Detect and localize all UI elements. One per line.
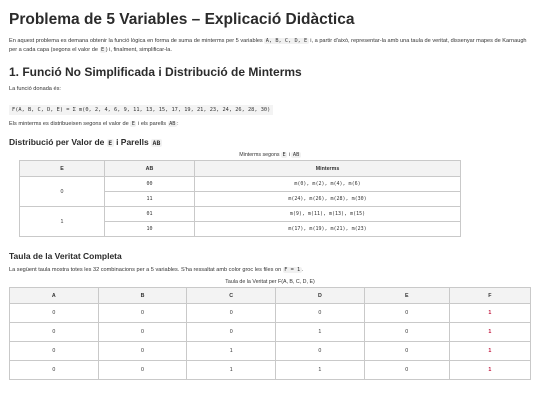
dist-code-e: E <box>131 121 135 127</box>
table-row <box>10 361 531 380</box>
cell-e: 0 <box>364 323 449 342</box>
truth-desc-text-2: . <box>301 267 304 273</box>
header-cell-d: D <box>276 288 365 304</box>
table-header-row <box>10 288 531 304</box>
cell-f: 1 <box>449 361 530 380</box>
cell-a: 0 <box>10 361 99 380</box>
cell-b: 0 <box>98 323 187 342</box>
intro-text-2: i, a partir d'això, representar-la amb una taula de veritat, dissenyar mapes de Karnaugh per a cada capa (segons el valor de <box>9 38 527 53</box>
truth-desc-code-f: F = 1 <box>284 267 301 273</box>
truth-table-heading: Taula de la Veritat Completa <box>9 251 122 261</box>
ab-cell: 10 <box>105 222 195 237</box>
intro-text-1: En aquest problema es demana obtenir la funció lògica en forma de suma de minterms per 5 variables <box>9 38 265 44</box>
page-title: Problema de 5 Variables – Explicació Didàctica <box>9 11 355 28</box>
cell-a: 0 <box>10 342 99 361</box>
dist-heading-code-e: E <box>108 139 113 147</box>
cell-c: 1 <box>187 361 276 380</box>
intro-code-e: E <box>101 47 105 53</box>
dist-caption-text-2: i <box>287 152 292 158</box>
cell-f: 1 <box>449 323 530 342</box>
header-cell-f: F <box>449 288 530 304</box>
dist-text-2: i els parells <box>136 121 168 127</box>
intro-code-variables: A, B, C, D, E <box>265 38 308 44</box>
distribution-heading <box>9 137 531 147</box>
minterms-cell: m(24), m(26), m(28), m(30) <box>195 192 461 207</box>
cell-c: 1 <box>187 342 276 361</box>
cell-b: 0 <box>98 304 187 323</box>
e-value-cell: 0 <box>20 177 105 207</box>
intro-paragraph <box>9 37 531 55</box>
minterms-cell: m(9), m(11), m(13), m(15) <box>195 207 461 222</box>
dist-heading-text-2: i Parells <box>113 137 152 147</box>
minterms-cell: m(17), m(19), m(21), m(23) <box>195 222 461 237</box>
distribution-table-caption <box>9 152 531 158</box>
minterms-cell: m(0), m(2), m(4), m(6) <box>195 177 461 192</box>
function-formula: F(A, B, C, D, E) = Σ m(0, 2, 4, 6, 9, 11, 13, 15, 17, 19, 21, 23, 24, 26, 28, 30) <box>9 105 273 115</box>
section-1-heading: 1. Funció No Simplificada i Distribució de Minterms <box>9 65 302 79</box>
cell-e: 0 <box>364 361 449 380</box>
dist-caption-code-ab: AB <box>292 152 300 158</box>
cell-a: 0 <box>10 323 99 342</box>
dist-text-3: : <box>176 121 179 127</box>
cell-f: 1 <box>449 304 530 323</box>
table-row <box>10 342 531 361</box>
cell-b: 0 <box>98 361 187 380</box>
distribution-table <box>19 160 461 237</box>
table-row <box>20 207 461 222</box>
table-row <box>10 304 531 323</box>
intro-text-3: ) i, finalment, simplificar-la. <box>105 47 172 53</box>
header-cell-a: A <box>10 288 99 304</box>
dist-caption-text-1: Minterms segons <box>239 152 282 158</box>
cell-d: 0 <box>276 342 365 361</box>
cell-d: 1 <box>276 323 365 342</box>
dist-code-ab: AB <box>169 121 176 127</box>
dist-heading-text-1: Distribució per Valor de <box>9 137 107 147</box>
table-row <box>20 177 461 192</box>
cell-a: 0 <box>10 304 99 323</box>
cell-e: 0 <box>364 342 449 361</box>
header-cell-minterms: Minterms <box>195 161 461 177</box>
cell-d: 0 <box>276 304 365 323</box>
ab-cell: 11 <box>105 192 195 207</box>
given-function-label: La funció donada és: <box>9 86 61 92</box>
cell-c: 0 <box>187 323 276 342</box>
cell-e: 0 <box>364 304 449 323</box>
e-value-cell: 1 <box>20 207 105 237</box>
cell-c: 0 <box>187 304 276 323</box>
header-cell-b: B <box>98 288 187 304</box>
truth-table-caption: Taula de la Veritat per F(A, B, C, D, E) <box>225 279 315 285</box>
dist-heading-code-ab: AB <box>152 139 161 147</box>
cell-d: 1 <box>276 361 365 380</box>
table-header-row <box>20 161 461 177</box>
dist-text-1: Els minterms es distribueixen segons el valor de <box>9 121 131 127</box>
distribution-paragraph <box>9 120 531 129</box>
header-cell-ab: AB <box>105 161 195 177</box>
header-cell-e: E <box>20 161 105 177</box>
cell-b: 0 <box>98 342 187 361</box>
dist-caption-code-e: E <box>282 152 286 158</box>
ab-cell: 01 <box>105 207 195 222</box>
truth-desc-text-1: La següent taula mostra totes les 32 combinacions per a 5 variables. S'ha ressaltat amb color groc les files on <box>9 267 283 273</box>
header-cell-e: E <box>364 288 449 304</box>
header-cell-c: C <box>187 288 276 304</box>
truth-table <box>9 287 531 380</box>
truth-table-description <box>9 266 531 275</box>
table-row <box>10 323 531 342</box>
ab-cell: 00 <box>105 177 195 192</box>
cell-f: 1 <box>449 342 530 361</box>
